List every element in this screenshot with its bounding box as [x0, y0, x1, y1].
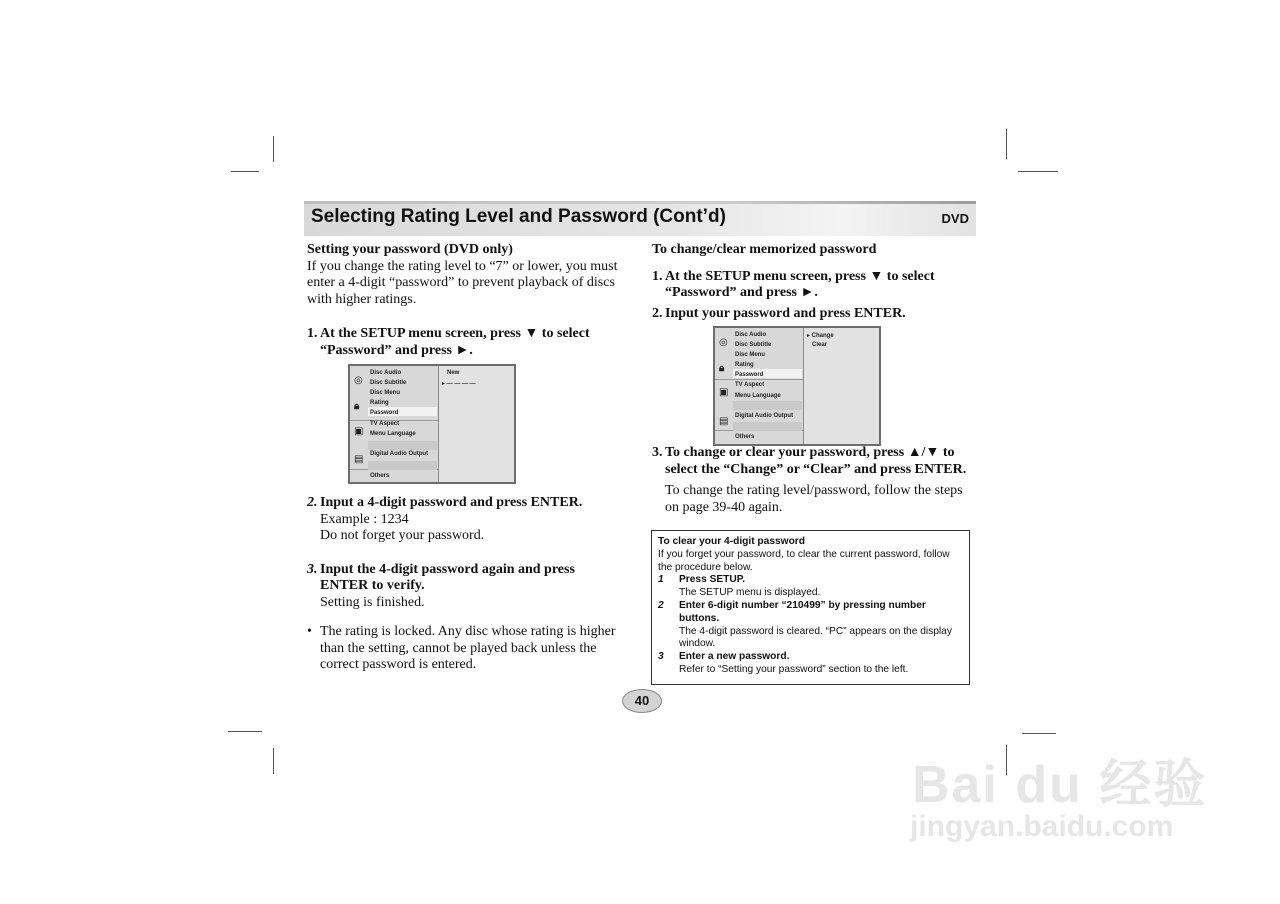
menu-item: Password [735, 372, 764, 378]
setup-menu-screenshot [348, 364, 516, 484]
step-text: “Password” and press [320, 342, 452, 358]
step-note: Setting is finished. [320, 594, 425, 610]
menu-item: Others [370, 473, 390, 479]
menu-list [350, 366, 439, 482]
dvd-badge: DVD [941, 211, 969, 226]
step-title: Input your password and press ENTER. [665, 305, 906, 321]
step-note: Do not forget your password. [320, 528, 485, 543]
step-text: At the SETUP menu screen, press [320, 326, 521, 341]
step-text: to select [541, 326, 590, 341]
setup-menu-screenshot [713, 326, 881, 446]
crop-mark [231, 171, 259, 172]
right-column-continued [652, 445, 972, 516]
box-step-1 [658, 574, 963, 600]
step-2 [652, 306, 967, 323]
menu-item: Digital Audio Output [370, 451, 429, 457]
lock-icon: 🔒︎ [719, 363, 725, 374]
menu-item: Rating [735, 362, 754, 368]
step-title: Enter 6-digit number “210499” by pressing number buttons. [679, 599, 926, 624]
box-title: To clear your 4-digit password [658, 536, 805, 547]
password-entry-field: ▸ — — — — [442, 381, 476, 387]
left-column-continued [307, 495, 622, 674]
step-note: To change the rating level/password, follow the steps on page 39-40 again. [665, 483, 963, 515]
step-title: Press SETUP. [679, 574, 746, 586]
page-number: 40 [622, 689, 662, 713]
up-down-arrow-icon: ▲/▼ [907, 445, 940, 460]
right-column [652, 242, 967, 322]
crop-mark [273, 748, 274, 774]
menu-band [368, 461, 437, 470]
step-number: 3 [658, 651, 664, 663]
step-number: 3. [652, 445, 663, 460]
step-desc: The 4-digit password is cleared. “PC” appears on the display window. [679, 625, 952, 650]
menu-item: Disc Subtitle [735, 342, 772, 348]
tv-icon: ▣ [354, 426, 364, 437]
step-title: Enter a new password. [679, 651, 790, 663]
menu-item: Password [370, 410, 399, 416]
menu-item: Others [735, 434, 755, 440]
box-step-2 [658, 600, 963, 651]
lock-icon: 🔒︎ [354, 401, 360, 412]
disc-icon: ◎ [354, 375, 363, 386]
right-arrow-icon: ► [455, 342, 470, 358]
step-text: to [942, 445, 955, 460]
speaker-icon: ▤ [354, 454, 364, 465]
page-title: Selecting Rating Level and Password (Cont’d) [311, 206, 726, 227]
step-title: Input the 4-digit password again and press ENTER to verify. [320, 561, 575, 593]
new-password-label: New [447, 370, 460, 376]
box-intro: If you forget your password, to clear the current password, follow the procedure below. [658, 548, 950, 573]
disc-icon: ◎ [719, 337, 728, 348]
crop-mark [1018, 171, 1058, 172]
step-2 [307, 495, 622, 545]
step-number: 2. [652, 305, 663, 321]
step-text: . [814, 285, 818, 300]
step-text: to select [886, 268, 935, 284]
step-number: 2. [307, 495, 318, 510]
menu-band [733, 422, 802, 431]
step-text: At the SETUP menu screen, press [665, 268, 866, 284]
baidu-watermark-logo: Bai du 经验 [912, 756, 1208, 814]
menu-item: TV Aspect [735, 382, 765, 388]
right-arrow-icon: ► [800, 285, 815, 300]
speaker-icon: ▤ [719, 416, 729, 427]
step-number: 1. [307, 326, 318, 341]
step-title: Input a 4-digit password and press ENTER. [320, 495, 583, 510]
step-number: 2 [658, 599, 664, 611]
bullet-note [307, 624, 622, 674]
step-text: select the “Change” or “Clear” and press ENTER. [665, 461, 967, 477]
left-column [307, 242, 622, 359]
step-number: 3. [307, 561, 318, 577]
step-1 [652, 269, 967, 302]
tv-icon: ▣ [719, 387, 729, 398]
example-text: Example : 1234 [320, 511, 409, 527]
step-1 [307, 326, 622, 359]
divider [715, 379, 803, 380]
section-title: To change/clear memorized password [652, 242, 877, 257]
menu-band [368, 441, 437, 450]
menu-item: Menu Language [735, 393, 781, 399]
box-step-3 [658, 651, 963, 677]
crop-mark [1022, 733, 1056, 734]
step-number: 1. [652, 268, 663, 284]
menu-item: Disc Audio [370, 370, 402, 376]
change-option: ▸ Change [807, 333, 834, 339]
clear-option: Clear [812, 342, 828, 348]
crop-mark [1006, 129, 1007, 159]
menu-item: Digital Audio Output [735, 413, 794, 419]
step-3 [652, 445, 972, 478]
step-desc: The SETUP menu is displayed. [679, 587, 821, 599]
bullet-mark: • [307, 624, 312, 639]
step-number: 1 [658, 574, 664, 586]
menu-item: Rating [370, 400, 389, 406]
step-text: To change or clear your password, press [665, 445, 905, 460]
baidu-watermark-url: jingyan.baidu.com [910, 810, 1174, 843]
step-text: . [469, 342, 473, 358]
menu-item: Disc Menu [370, 390, 401, 396]
section-title: Setting your password (DVD only) [307, 242, 513, 257]
down-arrow-icon: ▼ [524, 326, 539, 341]
crop-mark [228, 731, 262, 732]
step-text: “Password” and press [665, 285, 797, 300]
clear-password-box [651, 530, 970, 685]
down-arrow-icon: ▼ [869, 268, 884, 284]
menu-list [715, 328, 804, 444]
menu-item: Disc Audio [735, 332, 767, 338]
crop-mark [273, 136, 274, 162]
step-3 [307, 562, 622, 612]
menu-band [733, 401, 802, 410]
intro-paragraph: If you change the rating level to “7” or lower, you must enter a 4-digit “password” to prevent playback of discs with higher ratings. [307, 258, 618, 307]
page-header [304, 201, 976, 236]
bullet-text: The rating is locked. Any disc whose rating is higher than the setting, cannot be played back unless the correct password is entered. [320, 624, 616, 672]
step-desc: Refer to “Setting your password” section to the left. [679, 663, 909, 675]
menu-item: Disc Menu [735, 352, 766, 358]
menu-item: TV Aspect [370, 421, 400, 427]
menu-item: Menu Language [370, 431, 416, 437]
menu-item: Disc Subtitle [370, 380, 407, 386]
